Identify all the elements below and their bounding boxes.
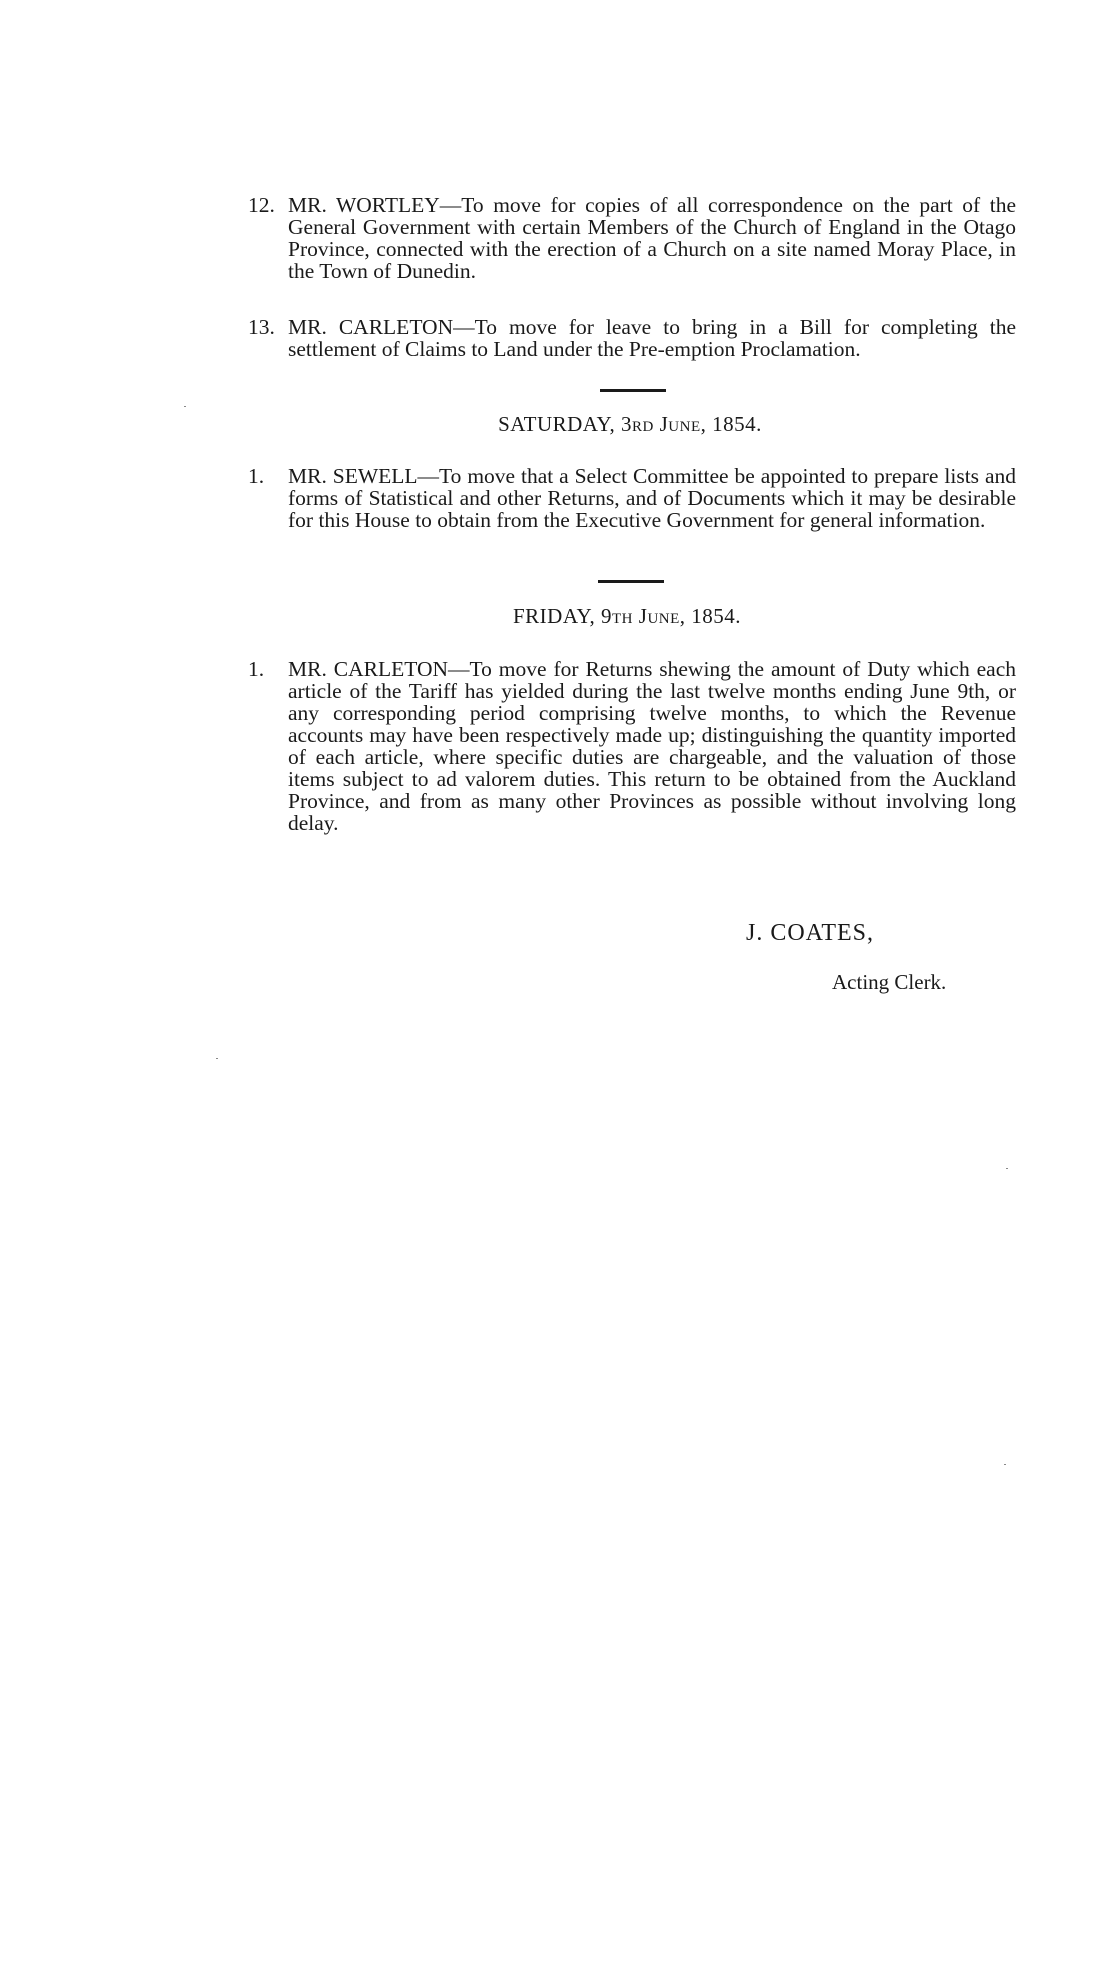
heading-month: June, [638, 604, 686, 628]
scan-speck [216, 1058, 218, 1059]
section-divider [598, 580, 664, 583]
date-heading-friday [0, 604, 1114, 629]
motion-text: —To move for leave to bring in a Bill for completing the settlement of Claims to Land under the Pre-emption Proclamation. [288, 315, 1016, 361]
motion-body [288, 316, 1016, 360]
motion-item [248, 316, 1016, 360]
scan-speck [184, 406, 186, 407]
motion-body [288, 465, 1016, 531]
motion-number: 12. [248, 193, 275, 217]
signature-title: Acting Clerk. [832, 970, 947, 994]
motion-mover: MR. CARLETON [288, 657, 449, 681]
motion-mover: MR. CARLETON [288, 315, 454, 339]
section-divider [600, 389, 666, 392]
scan-speck [1006, 1168, 1008, 1169]
heading-day: FRIDAY, [512, 604, 596, 628]
motion-item [248, 465, 1016, 531]
motion-body [288, 194, 1016, 282]
heading-year: 1854. [691, 604, 742, 628]
heading-month: June, [659, 412, 707, 436]
heading-year: 1854. [712, 412, 762, 436]
motion-text: —To move for copies of all correspondence on the part of the General Government with certain Members of the Church of England in the Otago Province, connected with the erection of a Church on a site named Moray Place, in the Town of Dunedin. [288, 193, 1016, 283]
heading-date: 3rd [621, 412, 654, 436]
motion-body [288, 658, 1016, 834]
date-heading-saturday [0, 412, 1114, 437]
heading-day: SATURDAY, [498, 412, 616, 436]
heading-date: 9th [601, 604, 634, 628]
motion-mover: MR. SEWELL [288, 464, 418, 488]
motion-number: 13. [248, 315, 275, 339]
motion-text: —To move for Returns shewing the amount of Duty which each article of the Tariff has yielded during the last twelve months ending June 9th, or any corresponding period comprising twelve months, to which the Revenue accounts may have been respectively made up; distinguishing the quantity imported of each article, where specific duties are chargeable, and the valuation of those items subject to ad valorem duties. This return to be obtained from the Auckland Province, and from as many other Provinces as possible without involving long delay. [288, 657, 1016, 835]
motion-text: —To move that a Select Committee be appointed to prepare lists and forms of Statistical and other Returns, and of Documents which it may be desirable for this House to obtain from the Executive Government for general information. [288, 464, 1016, 532]
motion-item [248, 658, 1016, 834]
motion-item [248, 194, 1016, 282]
scan-speck [1004, 1464, 1006, 1465]
motion-mover: MR. WORTLEY [288, 193, 440, 217]
motion-number: 1. [248, 657, 265, 681]
signature-name: J. COATES, [746, 920, 875, 946]
motion-number: 1. [248, 464, 265, 488]
